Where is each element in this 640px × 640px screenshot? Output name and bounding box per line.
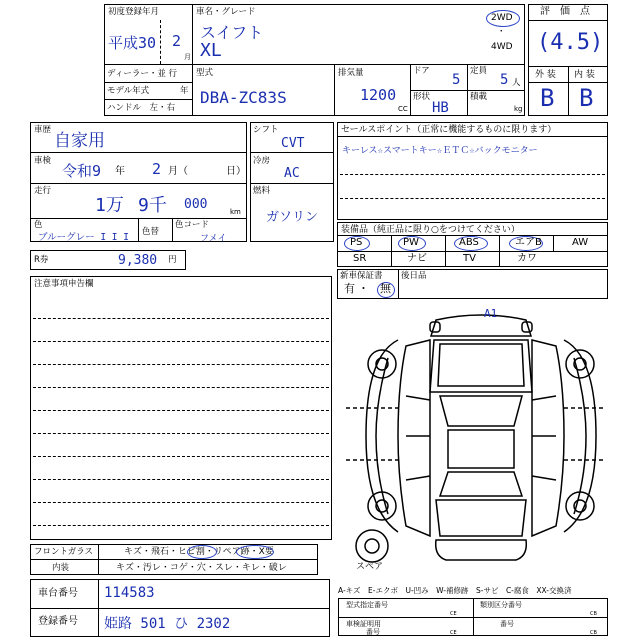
drive-4wd: 4WD bbox=[491, 42, 513, 52]
first-reg-month: 2 bbox=[172, 32, 182, 50]
car-grade: XL bbox=[200, 40, 222, 61]
equip-leather: カワ bbox=[517, 253, 537, 264]
recycle-box bbox=[30, 250, 186, 270]
warranty-label: 新車保証書 bbox=[340, 271, 383, 281]
color-label: 色 bbox=[34, 220, 43, 230]
exterior-label: 外 装 bbox=[535, 70, 556, 80]
shift-label: シフト bbox=[253, 125, 279, 135]
windshield-options: キズ・飛石・ヒビ割・リペア跡・X要 bbox=[124, 547, 274, 557]
inspection-label: 車検 bbox=[34, 156, 52, 166]
first-reg-label: 初度登録年月 bbox=[108, 7, 160, 17]
notes-box bbox=[30, 276, 332, 540]
drive-2wd: 2WD bbox=[491, 13, 513, 23]
recycle-unit: 円 bbox=[168, 255, 177, 265]
inspection-month-suffix: 月（ bbox=[168, 166, 188, 177]
kg-unit: kg bbox=[514, 105, 523, 113]
displacement: 1200 bbox=[360, 86, 397, 104]
repair-circle bbox=[236, 545, 274, 559]
ce-label-2: CE bbox=[450, 630, 457, 636]
interior-row-label: 内装 bbox=[52, 563, 70, 573]
inspection-year-suffix: 年 bbox=[115, 166, 125, 177]
car-diagram bbox=[336, 300, 608, 578]
exterior-grade: B bbox=[540, 84, 555, 112]
body-shape: HB bbox=[432, 100, 449, 116]
cc-unit: CC bbox=[398, 105, 408, 113]
recycle-label: R券 bbox=[34, 255, 49, 265]
equip-tv: TV bbox=[463, 253, 476, 264]
recycle-amount: 9,380 bbox=[118, 253, 158, 268]
car-name-label: 車名・グレード bbox=[196, 7, 256, 17]
mileage-rest: 000 bbox=[184, 197, 208, 212]
color-code-label: 色コード bbox=[175, 220, 210, 230]
windshield-label: フロントガラス bbox=[34, 547, 93, 557]
rating-label: 評 価 点 bbox=[540, 6, 590, 17]
ac-value: AC bbox=[284, 166, 300, 181]
shift-value: CVT bbox=[281, 136, 305, 151]
shape-label: 形状 bbox=[413, 92, 431, 102]
model-label: 型式 bbox=[196, 68, 214, 78]
color-change-label: 色替 bbox=[142, 227, 160, 237]
ce-label-1: CE bbox=[450, 611, 457, 617]
equipment-label: 装備品（純正品に限り○をつけてください） bbox=[341, 225, 520, 235]
capacity-label: 定員 bbox=[470, 66, 488, 76]
inspection-month: 2 bbox=[152, 160, 162, 178]
mileage-sen: 9千 bbox=[138, 195, 167, 216]
cert-number-label-2: 番号 bbox=[500, 620, 514, 628]
equip-pw: PW bbox=[403, 237, 419, 248]
cb-label-2: CB bbox=[590, 630, 597, 636]
history-label: 車歴 bbox=[34, 125, 52, 135]
history-value: 自家用 bbox=[54, 131, 105, 151]
car-name: スイフト bbox=[200, 23, 264, 42]
warranty-no: 無 bbox=[380, 282, 391, 295]
capacity: 5 bbox=[500, 72, 509, 88]
equip-navi: ナビ bbox=[407, 253, 427, 264]
inspection-era: 令和9 bbox=[62, 162, 102, 180]
displacement-label: 排気量 bbox=[338, 68, 364, 78]
plate-number: 姫路 501 ひ 2302 bbox=[104, 616, 231, 632]
damage-codes: A-キズ E-エクボ U-凹み W-補修跡 S-サビ C-腐食 XX-交換済 bbox=[338, 586, 572, 595]
dealer-label: ディーラー・並 行 bbox=[107, 69, 178, 79]
interior-grade: B bbox=[579, 84, 594, 112]
warranty-yes: 有 bbox=[344, 282, 355, 295]
warranty-dot: ・ bbox=[358, 282, 369, 295]
type-number-label: 型式指定番号 bbox=[346, 601, 388, 609]
interior-label: 内 装 bbox=[574, 70, 595, 80]
capacity-unit: 人 bbox=[512, 78, 521, 88]
sales-points-label: セールスポイント（正常に機能するものに限ります） bbox=[341, 125, 557, 135]
fuel-value: ガソリン bbox=[266, 210, 319, 225]
fuel-label: 燃料 bbox=[253, 186, 271, 196]
interior-options: キズ・汚レ・コゲ・穴・スレ・キレ・破レ bbox=[116, 563, 287, 573]
first-reg-era: 平成30 bbox=[108, 34, 157, 52]
first-reg-month-suffix: 月 bbox=[184, 53, 191, 61]
chassis-label: 車台番号 bbox=[38, 588, 78, 599]
cert-label: 車検証明用 bbox=[346, 620, 381, 628]
inspection-day-suffix: 日） bbox=[226, 166, 246, 177]
manual-label: 後日品 bbox=[401, 271, 427, 281]
plate-label: 登録番号 bbox=[38, 616, 78, 627]
class-number-label: 類別区分番号 bbox=[480, 601, 522, 609]
chassis-number: 114583 bbox=[104, 585, 155, 601]
sales-points-text: キーレス☆スマートキー☆ＥＴＣ☆バックモニター bbox=[342, 146, 538, 156]
equip-aw: AW bbox=[572, 237, 589, 248]
rating-score: (4.5) bbox=[537, 30, 604, 55]
notes-label: 注意事項申告欄 bbox=[34, 279, 94, 289]
mileage-man: 1万 bbox=[95, 195, 124, 216]
cert-number-label-1: 番号 bbox=[366, 628, 380, 636]
km-unit: km bbox=[230, 208, 241, 216]
drive-dot: ・ bbox=[497, 27, 506, 37]
equip-airbag: エアB bbox=[515, 237, 542, 248]
mileage-label: 走行 bbox=[34, 186, 52, 196]
model-year-suffix: 年 bbox=[180, 86, 189, 96]
model-code: DBA-ZC83S bbox=[200, 88, 287, 107]
crack-circle bbox=[187, 545, 217, 559]
loading-label: 積載 bbox=[470, 92, 488, 102]
doors: 5 bbox=[452, 72, 461, 88]
equip-abs: ABS bbox=[459, 237, 479, 248]
ac-label: 冷房 bbox=[253, 156, 271, 166]
cb-label-1: CB bbox=[590, 611, 597, 617]
handle-label: ハンドル 左・右 bbox=[107, 103, 176, 113]
door-label: ドア bbox=[413, 66, 430, 76]
equip-ps: PS bbox=[350, 237, 363, 248]
color-value: ブルーグレー I I I bbox=[38, 232, 129, 243]
model-year-label: モデル年式 bbox=[107, 86, 150, 96]
damage-mark-a1: A1 bbox=[484, 307, 498, 320]
equip-sr: SR bbox=[353, 253, 367, 264]
color-code: フメイ bbox=[200, 234, 227, 244]
spare-label: スペア bbox=[356, 562, 384, 572]
